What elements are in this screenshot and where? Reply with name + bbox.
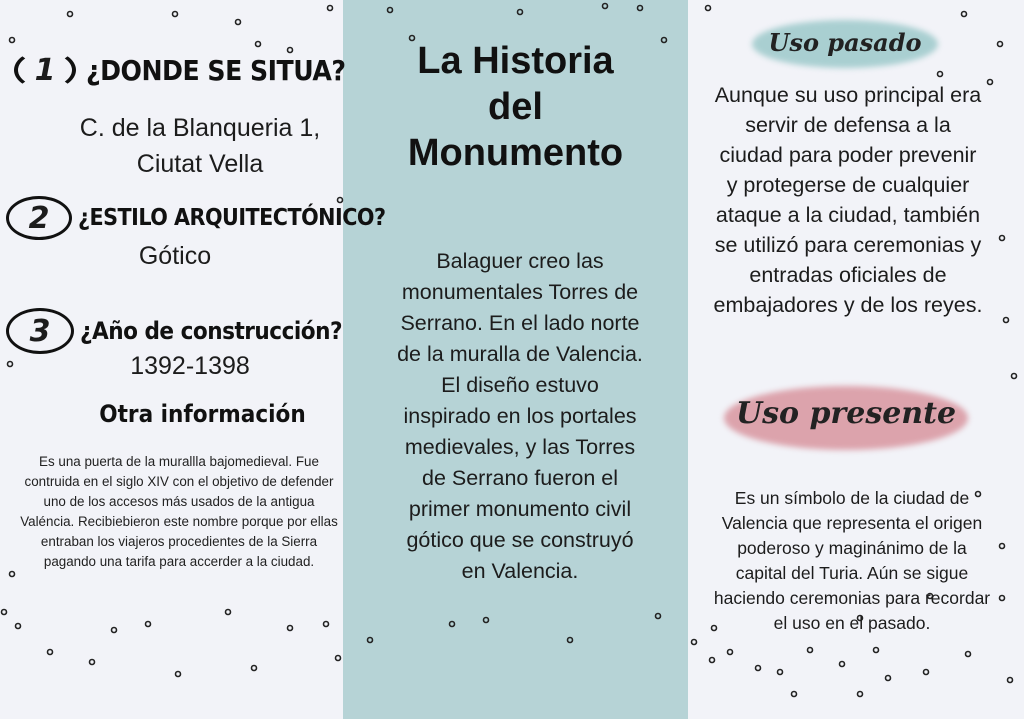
page-title: La Historia del Monumento [407,40,624,174]
question-3 [6,308,342,354]
question-1-title: ¿DONDE SE SITUA? [86,53,346,87]
question-2-answer: Gótico [138,242,212,270]
other-info-heading: Otra información [99,400,306,428]
number-3-circle: 3 [6,308,74,354]
other-info-text: Es una puerta de la murallla bajomedieval. Fue contruida en el siglo XIV con el objetivo de defender uno de los accesos más usados de la antigua Valéncia. Recibiebieron este nombre porque por ellas entraban los viajeros procedientes de la Sierra pagando una tarifa para accerder a la ciudad. [20,454,338,569]
question-1 [14,50,345,90]
question-3-answer: 1392-1398 [130,352,250,380]
number-1-circle: 1 [14,50,76,90]
past-use-heading: Uso pasado [768,28,922,57]
present-use-heading: Uso presente [735,396,957,431]
history-body-text: Balaguer creo las monumentales Torres de Serrano. En el lado norte de la muralla de Valencia. El diseño estuvo inspirado en los portales medievales, y las Torres de Serrano fueron el primer monumento civil gótico que se construyó en Valencia. [397,249,643,583]
past-use-text: Aunque su uso principal era servir de defensa a la ciudad para poder prevenir y protegerse de cualquier ataque a la ciudad, también se utilizó para ceremonias y entradas oficiales de embajadores y de los reyes. [713,83,983,317]
question-3-title: ¿Año de construcción? [80,317,343,345]
question-1-answer: C. de la Blanqueria 1, Ciutat Vella [79,114,321,178]
question-2-title: ¿ESTILO ARQUITECTÓNICO? [78,205,386,231]
present-use-text: Es un símbolo de la ciudad de Valencia que representa el origen poderoso y maginánimo de la capital del Turia. Aún se sigue haciendo ceremonias para recordar el uso en el pasado. [713,488,991,633]
question-2 [6,196,385,240]
number-2-circle: 2 [6,196,72,240]
